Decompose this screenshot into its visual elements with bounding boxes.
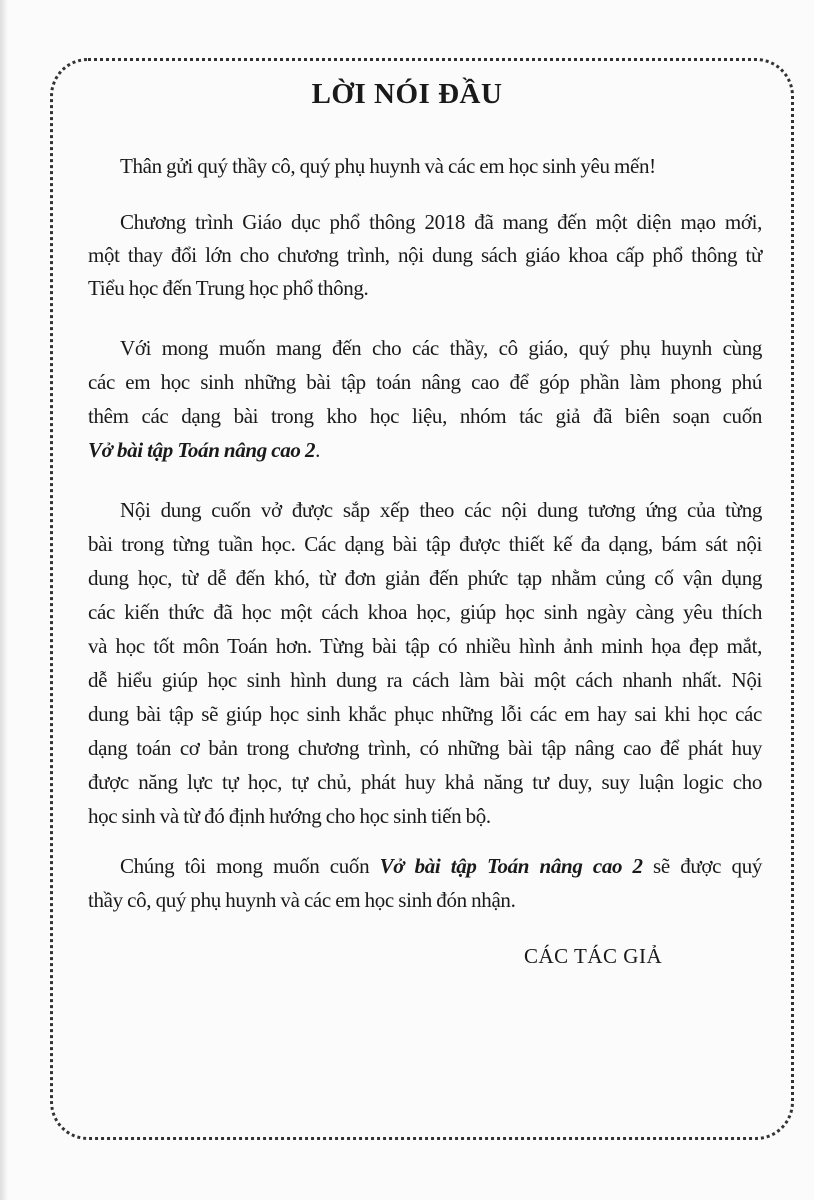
paragraph-4-line [88, 632, 762, 660]
paragraph-5-line [88, 886, 762, 914]
paragraph-4-line [88, 802, 762, 830]
paragraph-4-line [120, 496, 762, 524]
paragraph-4-line [88, 564, 762, 592]
paragraph-3-line [88, 436, 762, 464]
paragraph-4-line [88, 530, 762, 558]
paragraph-4-line [88, 598, 762, 626]
paragraph-2-line [120, 208, 762, 236]
paragraph-3-line [88, 402, 762, 430]
book-title: Vở bài tập Toán nâng cao 2 [379, 854, 643, 878]
paragraph-2-line [88, 274, 762, 302]
book-title: Vở bài tập Toán nâng cao 2 [88, 438, 316, 462]
paragraph-1-line [120, 152, 762, 180]
paragraph-3-line [120, 334, 762, 362]
line-text: Tiểu học đến Trung học phổ thông. [88, 276, 369, 300]
line-text: dễ hiểu giúp học sinh hình dung ra cách làm bài một cách nhanh nhất. Nội [88, 668, 762, 692]
paragraph-3-line [88, 368, 762, 396]
line-text: Thân gửi quý thầy cô, quý phụ huynh và các em học sinh yêu mến! [120, 154, 656, 178]
line-text: các kiến thức đã học một cách khoa học, giúp học sinh ngày càng yêu thích [88, 600, 762, 624]
line-text: học sinh và từ đó định hướng cho học sinh tiến bộ. [88, 804, 491, 828]
line-text: các em học sinh những bài tập toán nâng cao để góp phần làm phong phú [88, 370, 762, 394]
line-text: và học tốt môn Toán hơn. Từng bài tập có nhiều hình ảnh minh họa đẹp mắt, [88, 634, 762, 658]
line-text: Nội dung cuốn vở được sắp xếp theo các nội dung tương ứng của từng [120, 498, 762, 522]
paragraph-4-line [88, 734, 762, 762]
line-text: thầy cô, quý phụ huynh và các em học sinh đón nhận. [88, 888, 516, 912]
paragraph-5-line [120, 852, 762, 880]
line-text: bài trong từng tuần học. Các dạng bài tập được thiết kế đa dạng, bám sát nội [88, 532, 762, 556]
line-text: được năng lực tự học, tự chủ, phát huy khả năng tư duy, suy luận logic cho [88, 770, 762, 794]
line-text: Chương trình Giáo dục phổ thông 2018 đã mang đến một diện mạo mới, [120, 210, 762, 234]
signature: CÁC TÁC GIẢ [524, 944, 663, 968]
page-title: LỜI NÓI ĐẦU [311, 78, 503, 110]
line-text: Với mong muốn mang đến cho các thầy, cô giáo, quý phụ huynh cùng [120, 336, 762, 360]
paragraph-2-line [88, 241, 762, 269]
line-text: một thay đổi lớn cho chương trình, nội dung sách giáo khoa cấp phổ thông từ [88, 243, 762, 267]
paragraph-4-line [88, 768, 762, 796]
line-text: . [315, 438, 321, 462]
line-text: thêm các dạng bài trong kho học liệu, nhóm tác giả đã biên soạn cuốn [88, 404, 762, 428]
paragraph-4-line [88, 666, 762, 694]
line-text: Chúng tôi mong muốn cuốn [120, 854, 380, 878]
line-text: dung bài tập sẽ giúp học sinh khắc phục những lỗi các em hay sai khi học các [88, 702, 762, 726]
line-text: dung học, từ dễ đến khó, từ đơn giản đến phức tạp nhằm củng cố vận dụng [88, 566, 762, 590]
line-text: dạng toán cơ bản trong chương trình, có những bài tập nâng cao để phát huy [88, 736, 762, 760]
paragraph-4-line [88, 700, 762, 728]
page-spine-shadow [0, 0, 8, 1200]
line-text: sẽ được quý [642, 854, 762, 878]
